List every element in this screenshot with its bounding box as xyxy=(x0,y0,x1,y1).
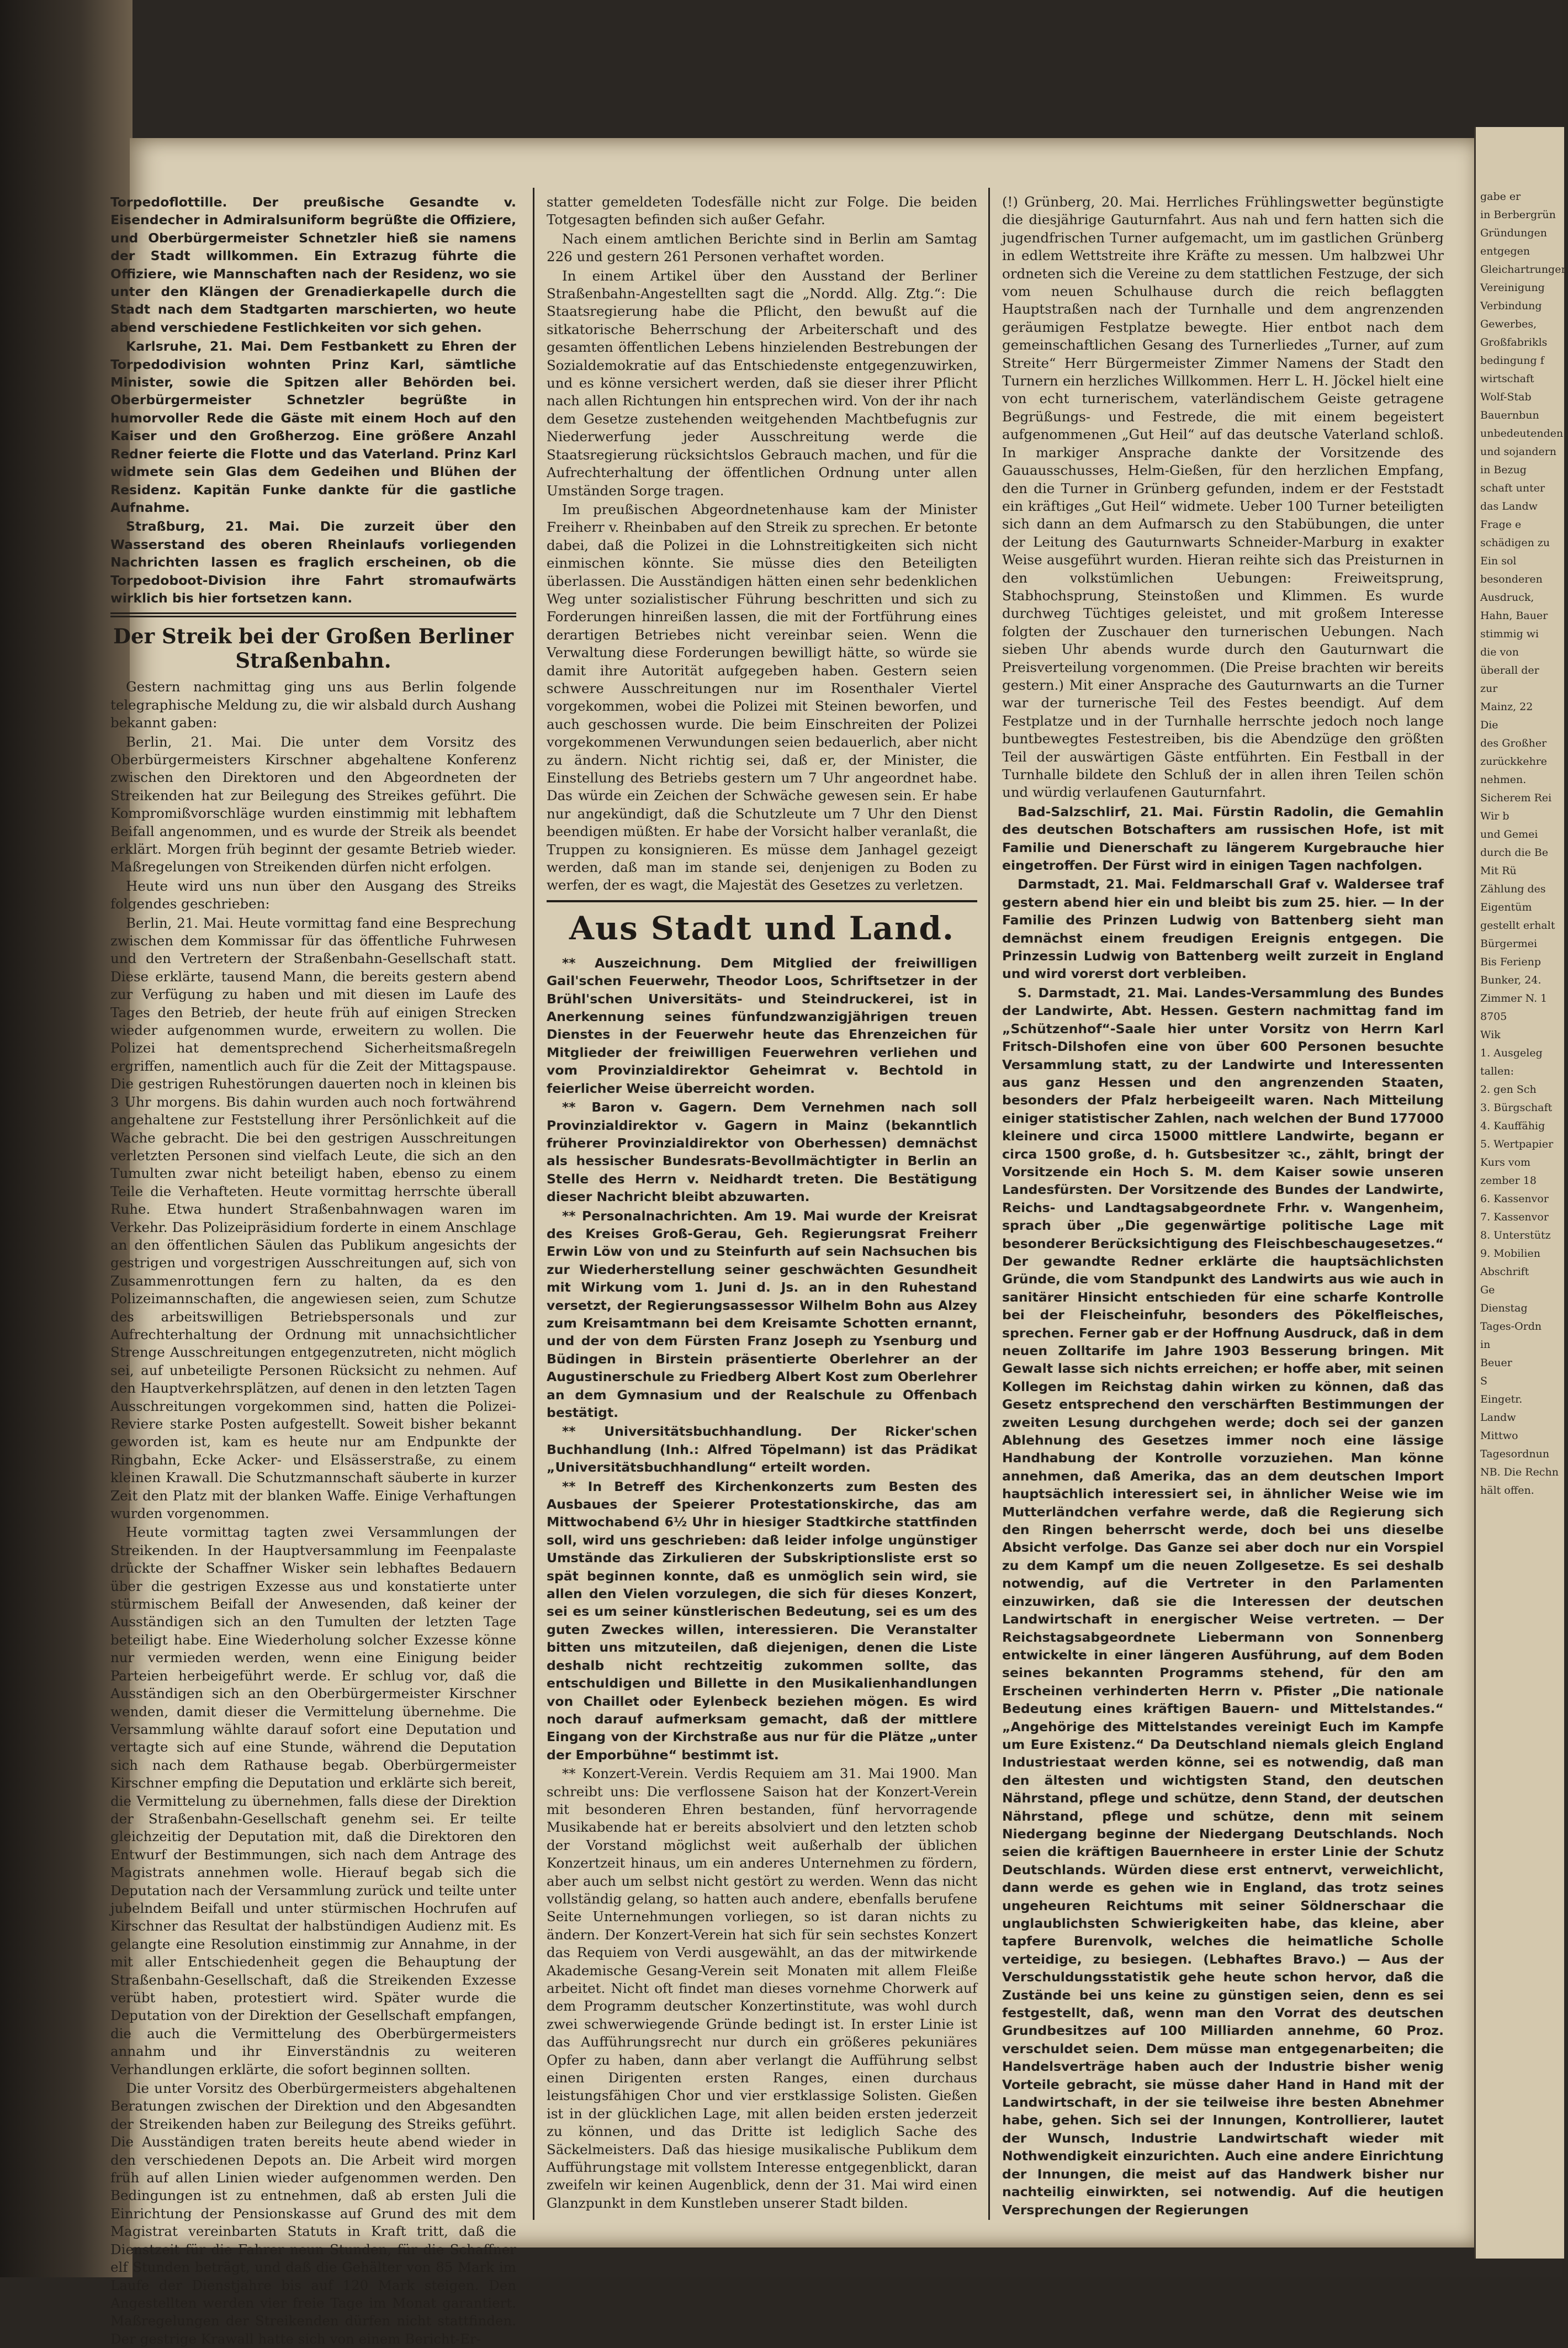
article-streik-versammlungen: Heute vormittag tagten zwei Versammlungen der Streikenden. In der Hauptversammlung im Feenpalaste drückte der Schaffner Wisker sein lebhaftes Bedauern über die gestrigen Exzesse aus und konstatierte unter stürmischem Beifall der Anwesenden, daß keiner der Ausständigen sich an den Tumulten der letzten Tage beteiligt habe. Eine Wiederholung solcher Exzesse könne nur vermieden werden, wenn eine Einigung beider Parteien herbeigeführt werde. Er schlug vor, daß die Ausständigen sich an den Oberbürgermeister Kirschner wenden, damit dieser die Vermittelung übernehme. Die Versammlung wählte darauf sofort eine Deputation und vertagte sich auf eine Stunde, während die Deputation sich nach dem Rathause begab. Oberbürgermeister Kirschner empfing die Deputation und erklärte sich bereit, die Vermittelung zu übernehmen, falls diese der Direktion der Straßenbahn-Gesellschaft genehm sei. Er teilte gleichzeitig der Deputation mit, daß die Direktoren den Entwurf der Bestimmungen, sich nach dem Antrage des Magistrats annehmen wolle. Hierauf begab sich die Deputation nach der Versammlung zurück und teilte unter jubelndem Beifall und unter stürmischen Hochrufen auf Kirschner das Resultat der halbstündigen Audienz mit. Es gelangte eine Resolution einstimmig zur Annahme, in der mit aller Entschiedenheit gegen die Behauptung der Straßenbahn-Gesellschaft, daß die Streikenden Exzesse verübt haben, protestiert wird. Später wurde die Deputation von der Direktion der Gesellschaft empfangen, die auch die Vermittelung des Oberbürgermeisters annahm und ihr Einverständnis zu weiteren Verhandlungen erklärte, die sofort beginnen sollten. xyxy=(110,1524,516,2077)
adjacent-page-line: wirtschaft xyxy=(1480,373,1534,385)
column-1 xyxy=(110,193,516,2347)
article-norddeutsche: In einem Artikel über den Ausstand der Berliner Straßenbahn-Angestellten sagt die „Nordd. Allg. Ztg.“: Die Staatsregierung habe die Pflicht, den bewußt auf die sitkatorische Beherrschung der Arbeiterschaft und des gesamten öffentlichen Lebens hinzielenden Bestrebungen der Sozialdemokratie auf das Entschiedenste entgegenzuwirken, und es könne versichert werden, daß sie dieser ihrer Pflicht nach allen Richtungen hin entsprechen wird. Von der ihr nach dem Gesetze zustehenden weitgehenden Machtbefugnis zur Niederwerfung jeder Ausschreitung werde die Staatsregierung rücksichtslos Gebrauch machen, und für die Aufrechterhaltung der öffentlichen Ordnung unter allen Umständen Sorge tragen. xyxy=(547,267,977,499)
article-strassburg: Straßburg, 21. Mai. Die zurzeit über den Wasserstand des oberen Rheinlaufs vorliegenden Nachrichten lassen es fraglich erscheinen, ob die Torpedoboot-Division ihre Fahrt stromaufwärts wirklich bis hier fortsetzen kann. xyxy=(110,519,516,606)
article-streik-intro: Gestern nachmittag ging uns aus Berlin folgende telegraphische Meldung zu, die wir alsbald durch Aushang bekannt gaben: xyxy=(110,679,516,731)
adjacent-page-line: schaft unter xyxy=(1480,482,1545,494)
adjacent-page-line: des Großher xyxy=(1480,737,1547,749)
adjacent-page-line: das Landw xyxy=(1480,500,1538,512)
column-rule xyxy=(988,188,990,2220)
adjacent-page-line: Bürgermei xyxy=(1480,938,1538,950)
adjacent-page-line: 1. Ausgeleg xyxy=(1480,1047,1543,1059)
article-streik-beratungen: Die unter Vorsitz des Oberbürgermeisters abgehaltenen Beratungen zwischen der Direktion und den Abgesandten der Streikenden haben zur Beilegung des Streiks geführt. Die Ausständigen traten bereits heute abend wieder in den verschiedenen Depots an. Die Arbeit wird morgen früh auf allen Linien wieder aufgenommen werden. Den Bedingungen ist zu entnehmen, daß ab ersten Juli die Einrichtung der Pensionskasse auf Grund des mit dem Magistrat vereinbarten Statuts in Kraft tritt, daß die Dienstzeit für die Fahrer neun Stunden, für die Schaffner elf Stunden beträgt, und daß die Gehälter von 85 Mark im Laufe der Dienstjahre bis auf 120 Mark steigen. Den Angestellten werden vier freie Tage im Monat garantiert. Maßregelungen der Streikenden dürfen nicht stattfinden. Der gestrige Krawall hatte sich von einem Bericht-Er- xyxy=(110,2080,516,2347)
adjacent-page-line: Gründungen xyxy=(1480,227,1548,239)
adjacent-page-line: Ausdruck, xyxy=(1480,591,1534,604)
adjacent-page-line: tallen: xyxy=(1480,1065,1514,1077)
adjacent-page-line: bedingung f xyxy=(1480,355,1544,367)
article-abgeordnetenhaus: Im preußischen Abgeordnetenhause kam der Minister Freiherr v. Rheinbaben auf den Streik zu sprechen. Er betonte dabei, daß die Polizei in die Lohnstreitigkeiten sich nicht einmischen könnte. Sie müsse dies den Beteiligten überlassen. Die Ausständigen hätten einen sehr bedenklichen Weg unter sozialistischer Führung beschritten und sich zu Forderungen hinreißen lassen, die mit der Fortführung eines derartigen Betriebes nicht vereinbar seien. Wenn die Verwaltung diese Forderungen bewilligt hätte, so würde sie damit ihre Autorität aufgegeben haben. Gestern seien schwere Ausschreitungen nur im Rosenthaler Viertel vorgekommen, wobei die Polizei mit Steinen beworfen, und auch geschossen wurde. Die beim Einschreiten der Polizei vorgekommenen Verwundungen seien bedauerlich, aber nicht zu ändern. Nicht richtig sei, daß er, der Minister, die Einstellung des Betriebs gestern um 7 Uhr angeordnet habe. Das würde ein Zeichen der Schwäche gewesen sein. Er habe nur angekündigt, daß die Schutzleute um 7 Uhr den Dienst beendigen müßten. Er habe der Vorsicht halber veranlaßt, die Truppen zu konsignieren. Es müsse dem Janhagel gezeigt werden, daß man im stande sei, denjenigen zu Boden zu werfen, der es wagt, die Majestät des Gesetzes zu verletzen. xyxy=(547,501,977,893)
adjacent-page-line: gabe er xyxy=(1480,191,1521,203)
article-konzert-verein: ** Konzert-Verein. Verdis Requiem am 31. Mai 1900. Man schreibt uns: Die verflossene Saison hat der Konzert-Verein mit besonderen Ehren bestanden, fünf hervorragende Musikabende hat er bereits absolviert und den letzten schob der Vorstand möglichst weit außerhalb der üblichen Konzertzeit hinaus, um ein anderes Unternehmen zu fördern, aber auch um selbst nicht gestört zu werden. Wenn das nicht vollständig gelang, so hatten auch andere, ebenfalls berufene Seite Unternehmungen vorliegen, so ist daran nichts zu ändern. Der Konzert-Verein hat sich für sein sechstes Konzert das Requiem von Verdi ausgewählt, an das der mitwirkende Akademische Gesang-Verein seit Monaten mit allem Fleiße arbeitet. Nicht oft findet man dieses vornehme Chorwerk auf dem Programm deutscher Konzertinstitute, was wohl durch zwei schwerwiegende Gründe bedingt ist. In erster Linie ist das Aufführungsrecht nur durch ein größeres pekuniäres Opfer zu haben, dann aber verlangt die Aufführung selbst einen Dirigenten ersten Ranges, einen durchaus leistungsfähigen Chor und vier erstklassige Solisten. Gießen ist in der glücklichen Lage, mit allen beiden ersten jederzeit zu können, und das Dritte ist lediglich Sache des Säckelmeisters. Daß das hiesige musikalische Publikum dem Aufführungstage mit vollstem Interesse entgegenblickt, daran zweifeln wir keinen Augenblick, denn der 31. Mai wird einen Glanzpunkt in dem Kunstleben unserer Stadt bilden. xyxy=(547,1765,977,2211)
column-3 xyxy=(1002,193,1444,2220)
adjacent-page-line: gestellt erhalt xyxy=(1480,919,1555,932)
column-2 xyxy=(547,193,977,2220)
adjacent-page-line: 7. Kassenvor xyxy=(1480,1211,1549,1223)
article-torpedoflottille: Torpedoflottille. Der preußische Gesandte v. Eisendecher in Admiralsuniform begrüßte die Offiziere, und Oberbürgermeister Schnetzler hieß sie namens der Stadt willkommen. Ein Extrazug führte die Offiziere, wie Mannschaften nach der Residenz, wo sie unter den Klängen der Grenadierkapelle durch die Stadt nach dem Stadtgarten marschierten, wo heute abend verschiedene Festlichkeiten vor sich gehen. xyxy=(110,194,516,335)
adjacent-page-line: Großfabrikls xyxy=(1480,336,1548,348)
adjacent-page-line: unbedeutenden xyxy=(1480,427,1564,440)
adjacent-page-line: 2. gen Sch xyxy=(1480,1083,1537,1096)
heading-aus-stadt-und-land: Aus Stadt und Land. xyxy=(569,909,955,947)
adjacent-page-line: in Berbergrün xyxy=(1480,209,1556,221)
article-streik-telegram: Berlin, 21. Mai. Die unter dem Vorsitz des Oberbürgermeisters Kirschner abgehaltene Konferenz zwischen den Direktoren und den Abgeordneten der Streikenden hat zur Beilegung des Streikes geführt. Die Kompromißvorschläge wurden einstimmig mit lebhaftem Beifall angenommen, und es wurde der Streik als beendet erklärt. Morgen früh beginnt der gesamte Betrieb wieder. Maßregelungen von Streikenden dürfen nicht erfolgen. xyxy=(110,733,516,875)
adjacent-page-line: Eingetr. xyxy=(1480,1393,1523,1405)
adjacent-page-line: 4. Kauffähig xyxy=(1480,1120,1545,1132)
adjacent-page-line: überall der xyxy=(1480,664,1539,676)
article-auszeichnung: ** Auszeichnung. Dem Mitglied der freiwilligen Gail'schen Feuerwehr, Theodor Loos, Schriftsetzer in der Brühl'schen Universitäts- und Steindruckerei, ist in Anerkennung seines fünfundzwanzigjährigen treuen Dienstes in der Feuerwehr heute das Ehrenzeichen für Mitglieder der freiwilligen Feuerwehren verliehen und vom Provinzialdirektor Geheimrat v. Bechtold in feierlicher Weise überreicht worden. xyxy=(547,955,977,1096)
adjacent-page-line: Abschrift xyxy=(1480,1266,1529,1278)
adjacent-page-line: Verbindung xyxy=(1480,300,1542,312)
article-todesfaelle: statter gemeldeten Todesfälle nicht zur Folge. Die beiden Totgesagten befinden sich außer Gefahr. xyxy=(547,194,977,228)
adjacent-page-line: und Gemei xyxy=(1480,828,1538,840)
adjacent-page-line: Mainz, 22 xyxy=(1480,701,1533,713)
adjacent-page-line: entgegen xyxy=(1480,245,1530,257)
adjacent-page-line: Zählung des xyxy=(1480,883,1546,895)
adjacent-page-line: 8705 xyxy=(1480,1011,1507,1023)
adjacent-page-line: und sojandern xyxy=(1480,446,1557,458)
adjacent-page-line: die von xyxy=(1480,646,1519,658)
adjacent-page-line: Frage e xyxy=(1480,519,1522,531)
adjacent-page-line: Ein sol xyxy=(1480,555,1517,567)
adjacent-page-line: Landw xyxy=(1480,1411,1516,1424)
adjacent-page-line: 3. Bürgschaft xyxy=(1480,1102,1553,1114)
adjacent-page-line: Vereinigung xyxy=(1480,282,1545,294)
heading-streik: Der Streik bei der Großen Berliner Straßenbahn. xyxy=(113,624,514,673)
adjacent-page-line: zur xyxy=(1480,683,1498,695)
adjacent-page-line: Ge xyxy=(1480,1284,1495,1296)
adjacent-page-line: Dienstag xyxy=(1480,1302,1528,1314)
adjacent-page-line: 6. Kassenvor xyxy=(1480,1193,1549,1205)
newspaper-page xyxy=(110,138,1480,2347)
adjacent-page-line: Die xyxy=(1480,719,1498,731)
adjacent-page-line: 9. Mobilien xyxy=(1480,1247,1540,1260)
section-divider xyxy=(110,612,516,617)
adjacent-page-line: Zimmer N. 1 xyxy=(1480,992,1548,1004)
article-baron-gagern: ** Baron v. Gagern. Dem Vernehmen nach soll Provinzialdirektor v. Gagern in Mainz (bekanntlich früherer Provinzialdirektor von Oberhessen) demnächst als hessischer Bundesrats-Bevollmächtigter in Berlin an Stelle des Herrn v. Neidhardt treten. Die Bestätigung dieser Nachricht bleibt abzuwarten. xyxy=(547,1099,977,1205)
adjacent-page-line: Hahn, Bauer xyxy=(1480,610,1548,622)
adjacent-page-line: Tagesordnun xyxy=(1480,1448,1550,1460)
article-landes-versammlung: S. Darmstadt, 21. Mai. Landes-Versammlung des Bundes der Landwirte, Abt. Hessen. Gestern nachmittag fand im „Schützenhof“-Saale hier unter Vorsitz von Herrn Karl Fritsch-Dilshofen eine von über 600 Personen besuchte Versammlung statt, zu der Landwirte und Interessenten aus ganz Hessen und den angrenzenden Staaten, besonders der Pfalz herbeigeeilt waren. Nach Mitteilung einiger statistischer Zahlen, nach welchen der Bund 177000 kleinere und circa 15000 mittlere Landwirte, begann er circa 1500 große, d. h. Gutsbesitzer ꝛc., zählt, bringt der Vorsitzende ein Hoch S. M. dem Kaiser sowie unseren Landesfürsten. Der Vorsitzende des Bundes der Landwirte, Reichs- und Landtagsabgeordnete Frhr. v. Wangenheim, sprach über „Die gegenwärtige politische Lage mit besonderer Berücksichtigung des Fleischbeschaugesetzes.“ Der gewandte Redner erklärte die hauptsächlichsten Gründe, die vom Standpunkt des Landwirts aus wie auch in sanitärer Hinsicht entschieden für eine scharfe Kontrolle bei der Fleischeinfuhr, besonders des Pökelfleisches, sprechen. Ferner gab er der Hoffnung Ausdruck, daß in dem neuen Zolltarife im Jahre 1903 Besserung bringen. Mit Gewalt lasse sich nichts erreichen; er hoffe aber, mit seinen Kollegen im Reichstag dahin wirken zu können, daß das Gesetz entsprechend den verschärften Bestimmungen der zweiten Lesung durchgehen werde; doch sei der ganzen Ablehnung des Gesetzes immer noch eine lässige Handhabung der Kontrolle vorzuziehen. Man könne annehmen, daß Amerika, das an dem deutschen Import hauptsächlich interessiert sei, in ähnlicher Weise wie im Mutterländchen verfahre werde, daß die Regierung sich den Ringen beherrscht werde, doch bei uns dieselbe Absicht verfolge. Das Ganze sei aber doch nur ein Vorspiel zu dem Kampf um die neuen Zollgesetze. Es sei deshalb notwendig, auf die Vertreter in den Parlamenten einzuwirken, daß sie die Interessen der deutschen Landwirtschaft in energischer Weise vertreten. — Der Reichstagsabgeordnete Liebermann von Sonnenberg entwickelte in einer längeren Ausführung, auf dem Boden seines bekannten Programms stehend, für den am Erscheinen verhinderten Herrn v. Pfister „Die nationale Bedeutung eines kräftigen Bauern- und Mittelstandes.“ „Angehörige des Mittelstandes vereinigt Euch im Kampfe um Eure Existenz.“ Da Deutschland niemals gleich England Industriestaat werden könne, sei es notwendig, daß man den ältesten und wichtigsten Stand, den deutschen Nährstand, pflege und schütze, denn Stand, der deutschen Nährstand, pflege und schütze, denn mit seinem Niedergang beginne der Niedergang Deutschlands. Noch seien die kräftigen Bauernheere in erster Linie der Schutz Deutschlands. Würden diese erst entnervt, verweichlicht, dann werde es gehen wie in England, das trotz seines ungeheuren Reichtums mit seiner Söldnerschaar die unglaublichsten Schwierigkeiten habe, das kleine, aber tapfere Burenvolk, welches die heimatliche Scholle verteidige, zu besiegen. (Lebhaftes Bravo.) — Aus der Verschuldungsstatistik gehe heute schon hervor, daß die Zustände bei uns keine zu günstigen seien, denn es sei festgestellt, daß, wenn man den Vorrat des deutschen Grundbesitzes auf 100 Milliarden annehme, 60 Proz. verschuldet seien. Dem müsse man entgegenarbeiten; die Handelsverträge haben auch der Industrie bisher wenig Vorteile gebracht, sie müsse daher Hand in Hand mit der Landwirtschaft, in der sie teilweise ihre besten Abnehmer habe, gehen. Sich sei der Innungen, Kontrollierer, lautet der Wunsch, Industrie Landwirtschaft wieder mit Nothwendigkeit einzurichten. Auch eine andere Einrichtung der Innungen, die meist auf das Handwerk bisher nur nachteilig einwirkten, sei notwendig. Auf die heutigen Versprechungen der Regierungen xyxy=(1002,985,1444,2218)
adjacent-page-line: in Bezug xyxy=(1480,464,1527,476)
adjacent-page-line: Tages-Ordn xyxy=(1480,1320,1542,1332)
adjacent-page-line: Sicherem Rei xyxy=(1480,792,1552,804)
article-universitaetsbuchhandlung: ** Universitätsbuchhandlung. Der Ricker'schen Buchhandlung (Inh.: Alfred Töpelmann) ist das Prädikat „Universitätsbuchhandlung“ erteilt worden. xyxy=(547,1424,977,1476)
adjacent-page-line: Wik xyxy=(1480,1029,1501,1041)
adjacent-page-line: Bis Ferienp xyxy=(1480,956,1541,968)
section-divider xyxy=(547,900,977,902)
adjacent-page-line: zurückkehre xyxy=(1480,755,1548,768)
article-darmstadt: Darmstadt, 21. Mai. Feldmarschall Graf v. Waldersee traf gestern abend hier ein und bleibt bis zum 25. hier. — In der Familie des Prinzen Ludwig von Battenberg sieht man demnächst einem freudigen Ereignis entgegen. Die Prinzessin Ludwig von Battenberg weilt zurzeit in England und wird vorerst dort verbleiben. xyxy=(1002,876,1444,982)
article-streik-followup: Heute wird uns nun über den Ausgang des Streiks folgendes geschrieben: xyxy=(110,877,516,912)
adjacent-page-line: besonderen xyxy=(1480,573,1543,585)
article-personalnachrichten: ** Personalnachrichten. Am 19. Mai wurde der Kreisrat des Kreises Groß-Gerau, Geh. Regierungsrat Freiherr Erwin Löw von und zu Steinfurth auf sein Nachsuchen bis zur Wiederherstellung seiner geschwächten Gesundheit mit Wirkung vom 1. Juni d. Js. an in den Ruhestand versetzt, der Regierungsassessor Wilhelm Bohn aus Alzey zum Kreisamtmann bei dem Kreisamte Schotten ernannt, und der von dem Fürsten Franz Joseph zu Ysenburg und Büdingen in Birstein präsentierte Oberlehrer an der Augustinerschule zu Friedberg Albert Kost zum Oberlehrer an dem Gymnasium und der Realschule zu Offenbach bestätigt. xyxy=(547,1208,977,1420)
article-gruenberg: (!) Grünberg, 20. Mai. Herrliches Frühlingswetter begünstigte die diesjährige Gauturnfahrt. Aus nah und fern hatten sich die jugendfrischen Turner aufgemacht, um im gastlichen Grünberg in edlem Wettstreite ihre Kräfte zu messen. Um halbzwei Uhr ordneten sich die Vereine zu dem stattlichen Festzuge, der sich vom neuen Schulhause durch die reich beflaggten Hauptstraßen nach der Turnhalle und dem angrenzenden geräumigen Festplatze bewegte. Hier entbot nach dem gemeinschaftlichen Gesang des Turnerliedes „Turner, auf zum Streite“ Herr Bürgermeister Zimmer Namens der Stadt den Turnern ein herzliches Willkommen. Herr L. H. Jöckel hielt eine von echt turnerischem, vaterländischem Geiste getragene Begrüßungs- und Festrede, die mit einem begeistert aufgenommenen „Gut Heil“ auf das deutsche Vaterland schloß. In markiger Ansprache dankte der Vorsitzende des Gauausschusses, Helm-Gießen, für den herzlichen Empfang, den die Turner in Grünberg gefunden, indem er der Feststadt ein kräftiges „Gut Heil“ widmete. Ueber 100 Turner beteiligten sich dann an dem Aufmarsch zu den Stabübungen, die unter der Leitung des Gauturnwarts Schneider-Marburg in exakter Weise ausgeführt wurden. Hieran reihte sich das Preisturnen in den volkstümlichen Uebungen: Freiweitsprung, Stabhochsprung, Steinstoßen und Klimmen. Es wurde durchweg Tüchtiges geleistet, und mit großem Interesse folgten der Zuschauer den turnerischen Uebungen. Nach sieben Uhr abends wurde durch den Gauturnwart die Preisverteilung vorgenommen. (Die Preise brachten wir bereits gestern.) Mit einer Ansprache des Gauturnwarts an die Turner war der turnerische Teil des Festes beendigt. Auf dem Festplatze und in der Turnhalle herrschte jedoch noch lange buntbewegtes Festestreiben, bis die Abendzüge den größten Teil der auswärtigen Gäste entführten. Ein Festball in der Turnhalle bildete den Schluß der in allen ihren Teilen schön und würdig verlaufenen Gauturnfahrt. xyxy=(1002,194,1444,801)
adjacent-page-line: Gewerbes, xyxy=(1480,318,1537,330)
adjacent-page-line: in xyxy=(1480,1339,1491,1351)
adjacent-page-line: 8. Unterstütz xyxy=(1480,1229,1551,1241)
adjacent-page-line: Eigentüm xyxy=(1480,901,1532,913)
adjacent-page-line: Wir b xyxy=(1480,810,1509,822)
article-streik-report: Berlin, 21. Mai. Heute vormittag fand eine Besprechung zwischen dem Kommissar für das öffentliche Fuhrwesen und den Vertretern der Straßenbahn-Gesellschaft statt. Diese erklärte, tausend Mann, die bereits gestern abend zur Verfügung zu haben und mit diesen im Laufe des Tages den Betrieb, der heute früh auf einigen Strecken wieder aufgenommen wurde, erweitern zu wollen. Die Polizei hat dementsprechend Sicherheitsmaßregeln ergriffen, namentlich auch für die Zeit der Mittagspause. Die gestrigen Ruhestörungen dauerten noch in kleinen bis 3 Uhr morgens. Bis dahin wurden auch noch fortwährend angehaltene zur Feststellung ihrer Persönlichkeit auf die Wache gebracht. Die bei den gestrigen Ausschreitungen verletzten Personen sind vielfach Leute, die sich an den Tumulten zwar nicht beteiligt haben, ebenso zu einem Teile die Verhafteten. Heute vormittag herrschte überall Ruhe. Etwa hundert Straßenbahnwagen waren im Verkehr. Das Polizeipräsidium forderte in einem Anschlage an den öffentlichen Säulen das Publikum angesichts der gestrigen und vorgestrigen Ausschreitungen auf, sich von Zusammenrottungen fern zu halten, da es den Polizeimannschaften, die angewiesen seien, zum Schutze des arbeitswilligen Betriebspersonals und zur Aufrechterhaltung der Ordnung mit unnachsichtlicher Strenge Ausschreitungen entgegenzutreten, nicht möglich sei, auf unbeteiligte Personen Rücksicht zu nehmen. Auf den Hauptverkehrsplätzen, auf denen in den letzten Tagen Ausschreitungen vorgekommen sind, hatten die Polizei-Reviere starke Posten aufgestellt. Soweit bisher bekannt geworden ist, kam es heute nur am Endpunkte der Ringbahn, Ecke Acker- und Elsässerstraße, zu einem kleinen Krawall. Die Schutzmannschaft säuberte in kurzer Zeit den Platz mit der blanken Waffe. Einige Verhaftungen wurden vorgenommen. xyxy=(110,914,516,1522)
adjacent-page-line: zember 18 xyxy=(1480,1175,1537,1187)
adjacent-page-line: nehmen. xyxy=(1480,774,1527,786)
column-rule xyxy=(533,188,534,2220)
article-kirchenkonzert: ** In Betreff des Kirchenkonzerts zum Besten des Ausbaues der Speierer Protestationskirche, das am Mittwochabend 6½ Uhr in hiesiger Stadtkirche stattfinden soll, wird uns geschrieben: daß leider infolge ungünstiger Umstände das Zirkulieren der Subskriptionsliste erst so spät beginnen konnte, daß es unmöglich sein wird, sie allen den Vielen vorzulegen, die sich für dieses Konzert, sei es um seiner künstlerischen Bedeutung, sei es um des guten Zweckes willen, interessieren. Die Veranstalter bitten uns mitzuteilen, daß diejenigen, denen die Liste deshalb nicht rechtzeitig zukommen sollte, das entschuldigen und Billette in den Musikalienhandlungen von Chaillet oder Eylenbeck beziehen mögen. Es wird noch darauf aufmerksam gemacht, daß der mittlere Eingang von der Kirchstraße aus nur für die Plätze „unter der Emporbühne“ bestimmt ist. xyxy=(547,1478,977,1763)
adjacent-page-line: schädigen zu xyxy=(1480,537,1550,549)
adjacent-page-line: durch die Be xyxy=(1480,847,1549,859)
adjacent-page-line: Mittwo xyxy=(1480,1430,1518,1442)
adjacent-page-line: Gleichartrungen xyxy=(1480,263,1568,276)
adjacent-page-line: Bauernbun xyxy=(1480,409,1539,421)
adjacent-page-line: hält offen. xyxy=(1480,1484,1534,1496)
adjacent-page-lines xyxy=(1476,127,1568,1500)
adjacent-page-fragment xyxy=(1474,127,1568,2259)
article-bad-salzschlirf: Bad-Salzschlirf, 21. Mai. Fürstin Radolin, die Gemahlin des deutschen Botschafters am russischen Hofe, ist mit Familie und Dienerschaft zu längerem Kurgebrauche hier eingetroffen. Der Fürst wird in einigen Tagen nachfolgen. xyxy=(1002,803,1444,874)
adjacent-page-line: stimmig wi xyxy=(1480,628,1539,640)
adjacent-page-line: Mit Rü xyxy=(1480,865,1517,877)
adjacent-page-line: Kurs vom xyxy=(1480,1156,1531,1168)
adjacent-page-line: 5. Wertpapier xyxy=(1480,1138,1554,1150)
adjacent-page-line: S xyxy=(1480,1375,1488,1387)
adjacent-page-line: Bunker, 24. xyxy=(1480,974,1541,986)
adjacent-page-line: NB. Die Rechn xyxy=(1480,1466,1559,1478)
article-karlsruhe: Karlsruhe, 21. Mai. Dem Festbankett zu Ehren der Torpedodivision wohnten Prinz Karl, sämtliche Minister, sowie die Spitzen aller Behörden bei. Oberbürgermeister Schnetzler begrüßte in humorvoller Rede die Gäste mit einem Hoch auf den Kaiser und den Großherzog. Eine größere Anzahl Redner feierte die Flotte und das Vaterland. Prinz Karl widmete sein Glas dem Gedeihen und Blühen der Residenz. Kapitän Funke dankte für die gastliche Aufnahme. xyxy=(110,339,516,515)
adjacent-page-line: Beuer xyxy=(1480,1357,1512,1369)
article-verhaftungen: Nach einem amtlichen Berichte sind in Berlin am Samtag 226 und gestern 261 Personen verhaftet worden. xyxy=(547,230,977,265)
adjacent-page-line: Wolf-Stab xyxy=(1480,391,1532,403)
